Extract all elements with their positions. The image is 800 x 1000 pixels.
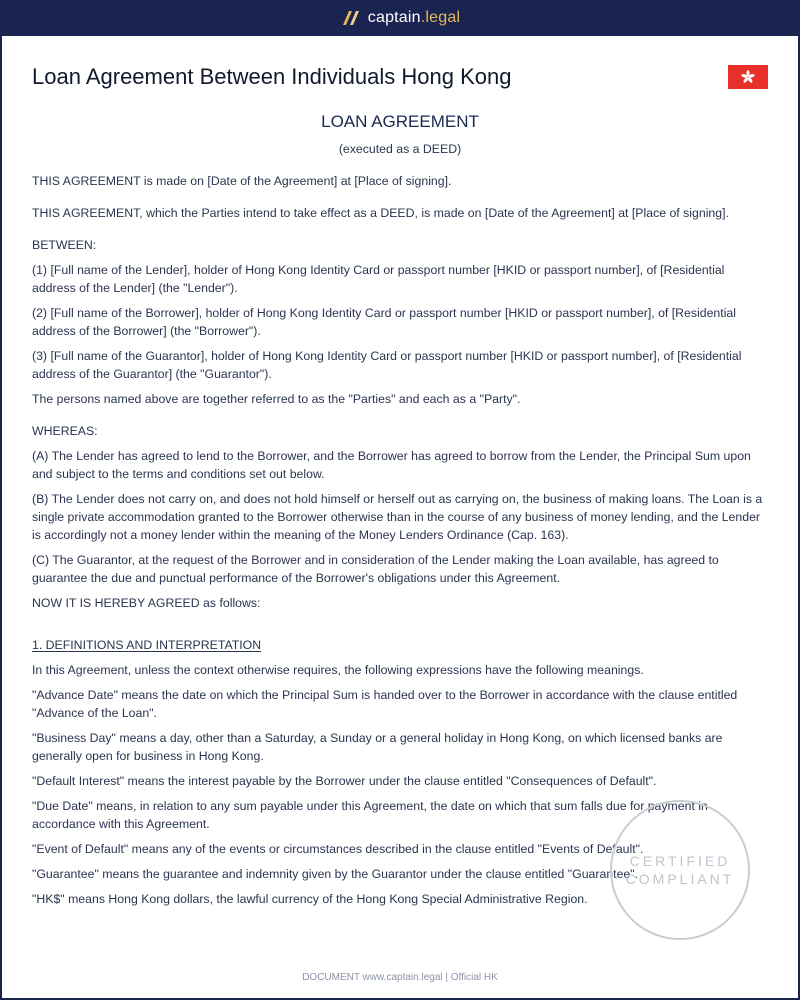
top-bar bbox=[0, 0, 800, 36]
brand-name-main: captain bbox=[367, 9, 421, 26]
definition-guarantee: "Guarantee" means the guarantee and indemnity given by the Guarantor under the clause entitled "Guarantee". bbox=[32, 867, 639, 881]
section-1-title: 1. DEFINITIONS AND INTERPRETATION bbox=[32, 638, 262, 652]
document-title: Loan Agreement Between Individuals Hong Kong bbox=[32, 64, 512, 89]
brand-link[interactable] bbox=[340, 9, 460, 27]
intro-paragraph: THIS AGREEMENT, which the Parties intend to take effect as a DEED, is made on [Date of the Agreement] at [Place of signing]. bbox=[32, 206, 729, 220]
document-body bbox=[32, 110, 768, 908]
definition-due-date: "Due Date" means, in relation to any sum payable under this Agreement, the date on which that sum falls due for payment in accordance with this Agreement. bbox=[32, 799, 708, 831]
intro-paragraph: THIS AGREEMENT is made on [Date of the Agreement] at [Place of signing]. bbox=[32, 174, 452, 188]
parties-note: The persons named above are together referred to as the "Parties" and each as a "Party". bbox=[32, 392, 521, 406]
whereas-label: WHEREAS: bbox=[32, 424, 98, 438]
stamp-line-1: CERTIFIED bbox=[629, 853, 731, 869]
party-guarantor: (3) [Full name of the Guarantor], holder of Hong Kong Identity Card or passport number [HKID or passport number], of [Residential address of the Guarantor] (the "Guarantor"). bbox=[32, 349, 742, 381]
party-borrower: (2) [Full name of the Borrower], holder of Hong Kong Identity Card or passport number [HKID or passport number], of [Residential address of the Borrower] (the "Borrower"). bbox=[32, 306, 736, 338]
definition-business-day: "Business Day" means a day, other than a Saturday, a Sunday or a general holiday in Hong Kong, on which licensed banks are generally open for business in Hong Kong. bbox=[32, 731, 723, 763]
definition-event-of-default: "Event of Default" means any of the events or circumstances described in the clause entitled "Events of Default". bbox=[32, 842, 644, 856]
definition-advance-date: "Advance Date" means the date on which the Principal Sum is handed over to the Borrower in accordance with the clause entitled "Advance of the Loan". bbox=[32, 688, 738, 720]
stamp-line-2: COMPLIANT bbox=[625, 871, 735, 887]
bauhinia-icon bbox=[740, 69, 756, 85]
recital-a: (A) The Lender has agreed to lend to the Borrower, and the Borrower has agreed to borrow from the Lender, the Principal Sum upon and subject to the terms and conditions set out below. bbox=[32, 449, 751, 481]
definition-hkd: "HK$" means Hong Kong dollars, the lawful currency of the Hong Kong Special Administrative Region. bbox=[32, 892, 588, 906]
brand-name-tld: .legal bbox=[420, 9, 461, 26]
captain-logo-icon bbox=[340, 10, 360, 26]
between-label: BETWEEN: bbox=[32, 238, 97, 252]
agreement-heading: LOAN AGREEMENT bbox=[321, 112, 479, 131]
hong-kong-flag-icon bbox=[728, 65, 768, 89]
agreed-clause: NOW IT IS HEREBY AGREED as follows: bbox=[32, 596, 261, 610]
brand-name bbox=[368, 9, 460, 27]
agreement-subheading: (executed as a DEED) bbox=[338, 142, 462, 156]
section-1-intro: In this Agreement, unless the context otherwise requires, the following expressions have the following meanings. bbox=[32, 663, 644, 677]
recital-c: (C) The Guarantor, at the request of the Borrower and in consideration of the Lender making the Loan available, has agreed to guarantee the due and punctual performance of the Borrower's obligations under this Agreement. bbox=[32, 553, 719, 585]
party-lender: (1) [Full name of the Lender], holder of Hong Kong Identity Card or passport number [HKID or passport number], of [Residential address of the Lender] (the "Lender"). bbox=[32, 263, 725, 295]
definition-default-interest: "Default Interest" means the interest payable by the Borrower under the clause entitled "Consequences of Default". bbox=[32, 774, 657, 788]
page-footer: DOCUMENT www.captain.legal | Official HK bbox=[302, 972, 498, 983]
recital-b: (B) The Lender does not carry on, and does not hold himself or herself out as carrying on, the business of making loans. The Loan is a single private accommodation granted to the Borrower otherwise than in the course of any business of money lending, and the Lender is accordingly not a money lender within the meaning of the Money Lenders Ordinance (Cap. 163). bbox=[32, 492, 763, 542]
